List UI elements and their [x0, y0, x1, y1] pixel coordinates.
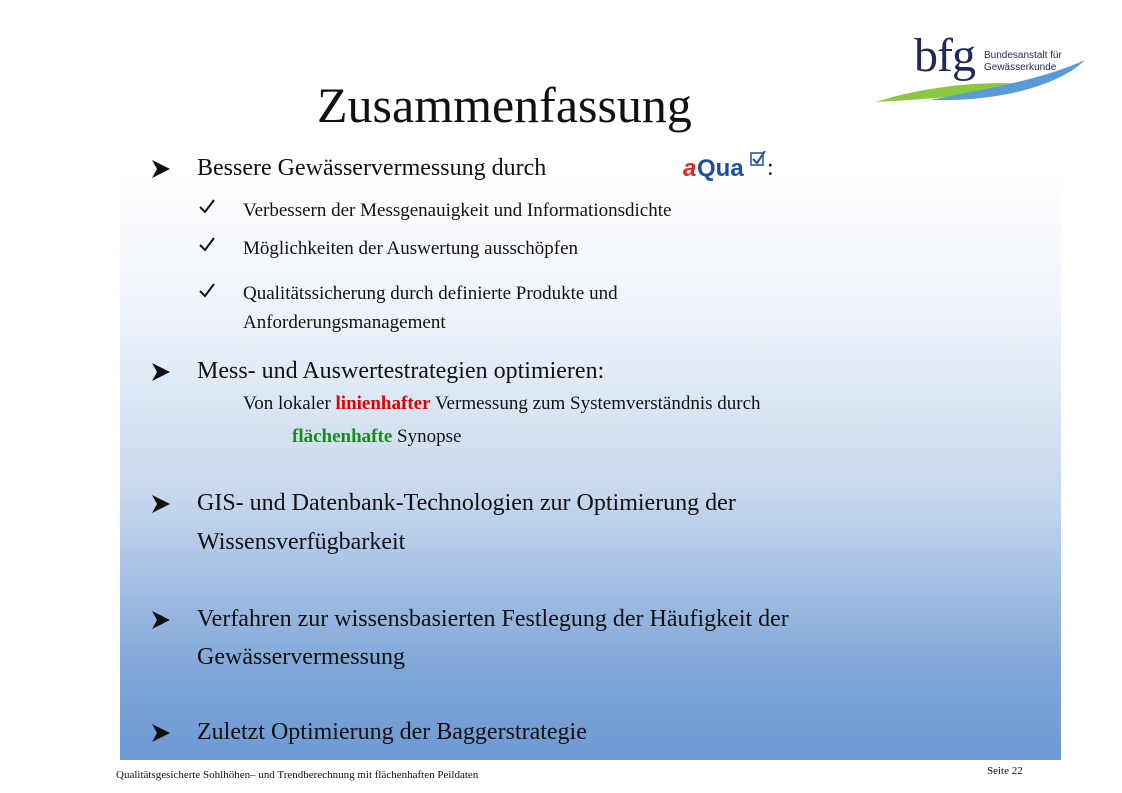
subitem-3-line-2: Anforderungsmanagement [243, 312, 446, 333]
check-icon [199, 236, 215, 252]
subitem-1: Verbessern der Messgenauigkeit und Informationsdichte [243, 200, 672, 221]
svg-text:a: a [683, 155, 697, 181]
arrow-bullet-icon [150, 158, 172, 180]
bfg-logo-subtitle [984, 50, 1062, 74]
bullet-1-colon: : [767, 155, 774, 181]
subitem-2: Möglichkeiten der Auswertung ausschöpfen [243, 238, 579, 259]
bullet-4-line-2: Gewässervermessung [197, 644, 405, 670]
check-icon [199, 198, 215, 214]
arrow-bullet-icon [150, 361, 172, 383]
svg-text:Qua: Qua [697, 155, 744, 181]
bullet-3-line-1: GIS- und Datenbank-Technologien zur Optimierung der [197, 490, 736, 516]
arrow-bullet-icon [150, 609, 172, 631]
bullet-1-label [197, 151, 546, 185]
highlight-red-text: linienhafter [335, 393, 431, 414]
check-icon [199, 282, 215, 298]
bfg-logo-mark: bfg [914, 29, 975, 82]
arrow-bullet-icon [150, 722, 172, 744]
highlight-green-text: flächenhafte [292, 426, 393, 447]
bullet-2-detail-pre: Von lokaler [243, 393, 336, 414]
bullet-3-line-2: Wissensverfügbarkeit [197, 529, 406, 555]
bullet-2-detail-line-2 [292, 423, 461, 451]
bullet-2-detail2-post: Synopse [392, 426, 462, 447]
logo-line-1: Bundesanstalt für [984, 50, 1062, 61]
bullet-2-detail-post: Vermessung zum Systemverständnis durch [430, 393, 761, 414]
footer-title: Qualitätsgesicherte Sohlhöhen– und Trendberechnung mit flächenhaften Peildaten [116, 769, 479, 781]
logo-line-2: Gewässerkunde [984, 62, 1057, 73]
bullet-2-label: Mess- und Auswertestrategien optimieren: [197, 358, 605, 384]
bullet-5-line-1: Zuletzt Optimierung der Baggerstrategie [197, 719, 587, 745]
bullet-4-line-1: Verfahren zur wissensbasierten Festlegung der Häufigkeit der [197, 606, 789, 632]
subitem-3-line-1: Qualitätssicherung durch definierte Produkte und [243, 283, 618, 304]
page-number: Seite 22 [987, 765, 1023, 777]
arrow-bullet-icon [150, 493, 172, 515]
slide-title: Zusammenfassung [317, 77, 692, 133]
bullet-2-detail [243, 390, 761, 418]
bullet-1-text: Bessere Gewässervermessung durch [197, 155, 547, 181]
aqua-logo-icon [681, 151, 771, 181]
